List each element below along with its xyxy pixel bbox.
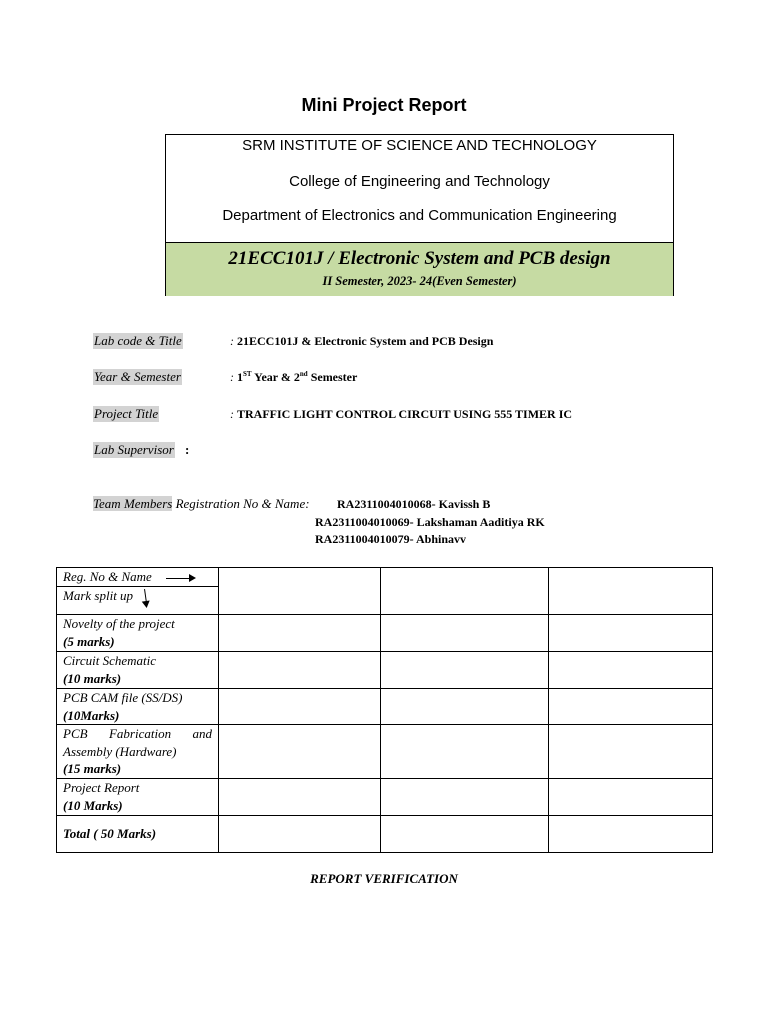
project-title-value: : TRAFFIC LIGHT CONTROL CIRCUIT USING 555 TIMER IC [230,407,573,421]
criterion-name: Novelty of the project [63,616,175,631]
year-num: 1 [237,370,243,384]
criterion-marks: (10Marks) [63,707,120,723]
criterion-cell [57,615,219,652]
department-name: Department of Electronics and Communication Engineering [222,207,617,224]
registration-label: Registration No & Name [172,496,306,511]
lab-supervisor-label: Lab Supervisor [94,442,174,457]
lab-code-text: 21ECC101J & Electronic System and PCB Design [237,334,494,348]
lab-supervisor-colon: : [185,442,190,457]
criterion-cell [57,725,219,779]
table-cell[interactable] [549,689,713,725]
table-cell[interactable] [219,615,381,652]
criterion-cell [57,689,219,725]
table-cell[interactable] [549,615,713,652]
table-cell[interactable] [549,725,713,779]
course-title: 21ECC101J / Electronic System and PCB design [228,248,611,269]
criterion-marks: (15 marks) [63,761,122,776]
table-cell[interactable] [381,779,549,816]
table-cell[interactable] [219,689,381,725]
team-colon: : [305,496,310,511]
criterion-name: PCB CAM file (SS/DS) [63,690,183,705]
criterion-name: Project Report [63,780,140,795]
table-cell[interactable] [219,816,381,853]
header-cell [57,568,219,615]
table-cell[interactable] [219,652,381,689]
criterion-marks: (10 Marks) [63,797,123,813]
table-cell[interactable] [549,568,713,615]
table-row [57,615,713,652]
total-cell [57,816,219,853]
year-sup: ST [243,370,252,378]
table-cell[interactable] [549,816,713,853]
lab-code-value: : 21ECC101J & Electronic System and PCB Design [230,334,494,348]
course-semester: II Semester, 2023- 24(Even Semester) [322,274,517,288]
arrow-down-icon [144,589,147,603]
year-mid: Year & 2 [251,370,300,384]
table-cell[interactable] [219,779,381,816]
criterion-name: Circuit Schematic [63,653,157,668]
criterion-name: PCB Fabrication and Assembly (Hardware) [63,726,212,759]
split-header [57,586,218,605]
table-cell[interactable] [381,689,549,725]
reg-header-text: Reg. No & Name [63,569,152,584]
team-member-2: RA2311004010069- Lakshaman Aaditiya RK [315,515,545,529]
arrow-right-icon [166,578,194,579]
table-cell[interactable] [549,779,713,816]
table-cell[interactable] [219,725,381,779]
table-cell[interactable] [381,725,549,779]
lab-code-label: Lab code & Title [94,333,182,348]
total-row [57,816,713,853]
page-title: Mini Project Report [301,95,467,115]
institution-header-box [165,134,674,296]
table-header-row [57,568,713,615]
report-verification-heading: REPORT VERIFICATION [310,871,458,886]
table-row [57,779,713,816]
criterion-marks: (10 marks) [63,670,122,686]
table-row [57,652,713,689]
year-semester-label: Year & Semester [94,369,181,384]
total-label: Total ( 50 Marks) [63,826,157,842]
criterion-cell [57,652,219,689]
criterion-cell [57,779,219,816]
sem-sup: nd [299,370,308,378]
team-members-line [93,496,310,512]
team-member-3: RA2311004010079- Abhinavv [315,532,467,546]
table-cell[interactable] [219,568,381,615]
table-cell[interactable] [381,652,549,689]
institute-name: SRM INSTITUTE OF SCIENCE AND TECHNOLOGY [242,137,597,154]
year-semester-value: : 1ST Year & 2nd Semester [230,370,358,384]
table-cell[interactable] [549,652,713,689]
team-members-label: Team Members [93,496,173,511]
split-header-text: Mark split up [63,588,134,603]
table-cell[interactable] [381,568,549,615]
criterion-marks: (5 marks) [63,633,115,649]
college-name: College of Engineering and Technology [289,173,550,190]
course-band [166,242,673,296]
table-cell[interactable] [381,615,549,652]
sem-end: Semester [307,370,358,384]
project-title-label: Project Title [94,406,159,421]
table-row [57,725,713,779]
reg-header [63,568,212,586]
table-cell[interactable] [381,816,549,853]
table-row [57,689,713,725]
team-member-1: RA2311004010068- Kavissh B [337,497,491,511]
marks-table [56,567,713,853]
project-title-text: TRAFFIC LIGHT CONTROL CIRCUIT USING 555 TIMER IC [237,407,573,421]
